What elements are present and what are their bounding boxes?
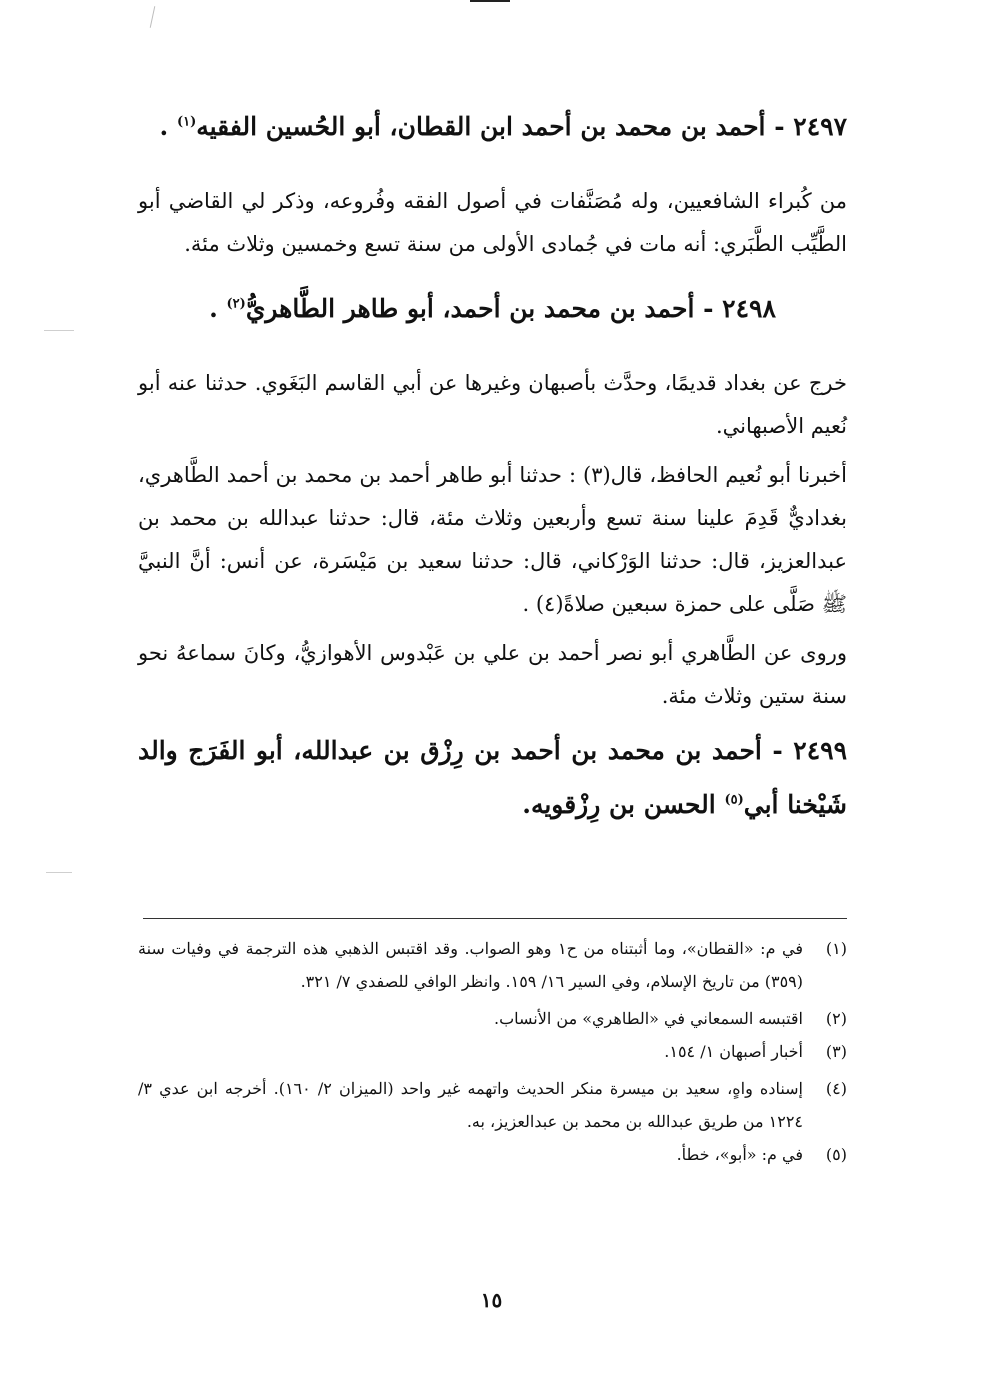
footnote-number: (٢) [825,1009,847,1028]
scan-top-rule [470,0,510,2]
footnotes [138,932,847,1171]
scan-mark [150,6,156,28]
footnote [138,1002,847,1035]
entry-paragraph: من كُبراء الشافعيين، وله مُصَنَّفات في أصول الفقه وفُروعه، وذكر لي القاضي أبو الطَّيِّب الطَّبَري: أنه مات في جُمادى الأولى من سنة تسع وخمسين وثلاث مئة. [138,189,847,256]
entry-heading-2498: ٢٤٩٨ - أحمد بن محمد بن أحمد، أبو طاهر الطَّاهريُّ$^{(٢)}$ . [209,294,776,323]
footnote-text: في م: «القطان»، وما أثبتناه من ح١ وهو الصواب. وقد اقتبس الذهبي هذه الترجمة في وفيات سنة (٣٥٩) من تاريخ الإسلام، وفي السير ١٦/ ١٥٩. وانظر الوافي للصفدي ٧/ ٣٢١. [138,939,803,991]
footnote-text: إسناده واهٍ، سعيد بن ميسرة منكر الحديث واتهمه غير واحد (الميزان ٢/ ١٦٠). أخرجه ابن عدي ٣/ ١٢٢٤ من طريق عبدالله بن محمد بن عبدالعزيز، به. [138,1079,803,1131]
footnote-separator [143,918,847,919]
footnote-number: (١) [825,939,847,958]
footnote-text: اقتبسه السمعاني في «الطاهري» من الأنساب. [494,1009,803,1028]
footnote [138,1035,847,1068]
footnote [138,1072,847,1138]
scan-mark [46,872,72,873]
footnote [138,932,847,998]
footnote-number: (٣) [825,1042,847,1061]
footnote-number: (٤) [825,1079,847,1098]
entry-heading-2497: ٢٤٩٧ - أحمد بن محمد بن أحمد ابن القطان، أبو الحُسين الفقيه$^{(١)}$ . [159,112,847,141]
entry-paragraph: وروى عن الطَّاهري أبو نصر أحمد بن علي بن عَبْدوس الأهوازيُّ، وكانَ سماعهُ نحو سنة ستين وثلاث مئة. [138,641,847,708]
footnote-text: أخبار أصبهان ١/ ١٥٤. [664,1042,803,1061]
entry-heading-2499: ٢٤٩٩ - أحمد بن محمد بن أحمد بن رِزْق بن عبدالله، أبو الفَرَج والد شَيْخنا أبي$^{(٥)}$ الحسن بن رِزْقويه. [138,736,847,819]
entry-paragraph: خرج عن بغداد قديمًا، وحدَّث بأصبهان وغيرها عن أبي القاسم البَغَوي. حدثنا عنه أبو نُعيم الأصبهاني. [138,371,847,438]
entry-paragraph: أخبرنا أبو نُعيم الحافظ، قال(٣) : حدثنا أبو طاهر أحمد بن محمد بن أحمد الطَّاهري، بغداديٌّ قَدِمَ علينا سنة تسع وأربعين وثلاث مئة، قال: حدثنا عبدالله بن محمد بن عبدالعزيز، قال: حدثنا الوَرْكاني، قال: حدثنا سعيد بن مَيْسَرة، عن أنس: أنَّ النبيَّ ﷺ صَلَّى على حمزة سبعين صلاةً(٤) . [138,463,847,616]
page-number: ١٥ [480,1288,503,1312]
footnote-number: (٥) [825,1145,847,1164]
scan-mark [44,330,74,331]
footnote-text: في م: «أبو»، خطأ. [676,1145,803,1164]
footnote [138,1138,847,1171]
main-text [138,100,847,832]
